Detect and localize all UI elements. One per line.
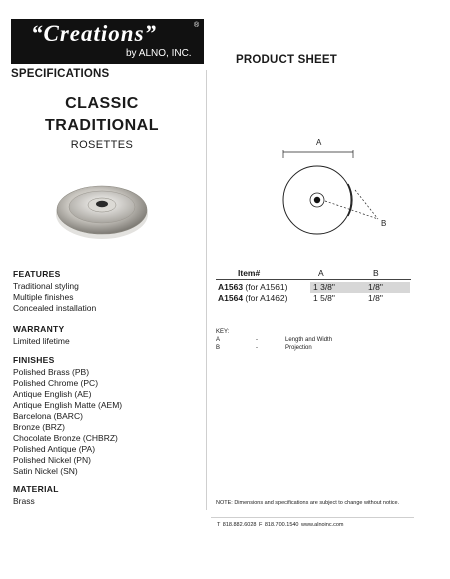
contact-line: T 818.882.6028 F 818.700.1540 www.alnoinc.com <box>217 522 344 528</box>
warranty-item: Limited lifetime <box>13 336 70 346</box>
dimension-diagram <box>260 132 410 237</box>
item-cell: A1564 (for A1462) <box>218 293 288 303</box>
dimension-b-label: B <box>381 219 387 228</box>
product-title-line1: CLASSIC <box>65 95 139 112</box>
dimension-a-bracket <box>283 150 353 158</box>
finish-item: Polished Nickel (PN) <box>13 455 91 465</box>
table-header-row <box>216 268 411 279</box>
b-cell: 1/8" <box>368 282 383 292</box>
logo-byline: by ALNO, INC. <box>126 48 192 59</box>
feature-item: Multiple finishes <box>13 292 74 302</box>
finish-item: Satin Nickel (SN) <box>13 466 78 476</box>
key-letter: B <box>216 345 221 351</box>
header-b: B <box>373 268 379 278</box>
column-divider <box>206 70 207 510</box>
logo-registered-mark: ® <box>194 22 200 29</box>
key-text: Length and Width <box>285 337 333 343</box>
dimensions-table <box>216 268 411 304</box>
finish-item: Polished Chrome (PC) <box>13 378 99 388</box>
features-heading: FEATURES <box>13 269 61 279</box>
product-title-line2: TRADITIONAL <box>45 117 159 134</box>
b-cell: 1/8" <box>368 293 383 303</box>
table-row <box>216 282 411 293</box>
table-row <box>216 293 411 304</box>
header-item: Item# <box>238 268 261 278</box>
item-cell: A1563 (for A1561) <box>218 282 288 292</box>
product-subtitle: ROSETTES <box>70 139 134 151</box>
disclaimer-note: NOTE: Dimensions and specifications are subject to change without notice. <box>216 500 400 506</box>
finish-item: Polished Brass (PB) <box>13 367 90 377</box>
key-dash: - <box>256 345 258 351</box>
a-cell: 1 3/8" <box>313 282 335 292</box>
feature-item: Concealed installation <box>13 303 97 313</box>
material-heading: MATERIAL <box>13 484 59 494</box>
center-hole <box>310 193 324 207</box>
finish-item: Barcelona (BARC) <box>13 411 83 421</box>
key-dash: - <box>256 337 258 343</box>
header-a: A <box>318 268 324 278</box>
logo-script-text: “Creations” <box>31 21 158 46</box>
key-letter: A <box>216 337 221 343</box>
feature-item: Traditional styling <box>13 281 79 291</box>
warranty-heading: WARRANTY <box>13 324 65 334</box>
finish-item: Chocolate Bronze (CHBRZ) <box>13 433 118 443</box>
material-item: Brass <box>13 496 35 506</box>
brand-logo <box>11 19 204 64</box>
key-text: Projection <box>285 345 312 351</box>
finish-item: Polished Antique (PA) <box>13 444 96 454</box>
specifications-heading: SPECIFICATIONS <box>11 68 110 80</box>
finish-item: Antique English (AE) <box>13 389 92 399</box>
key-heading: KEY: <box>216 329 230 335</box>
product-sheet-heading: PRODUCT SHEET <box>236 54 337 66</box>
a-cell: 1 5/8" <box>313 293 335 303</box>
finishes-heading: FINISHES <box>13 355 55 365</box>
footer-divider <box>211 517 414 518</box>
product-photo <box>52 178 152 242</box>
dimension-a-label: A <box>316 138 322 147</box>
finish-item: Antique English Matte (AEM) <box>13 400 123 410</box>
finish-item: Bronze (BRZ) <box>13 422 65 432</box>
